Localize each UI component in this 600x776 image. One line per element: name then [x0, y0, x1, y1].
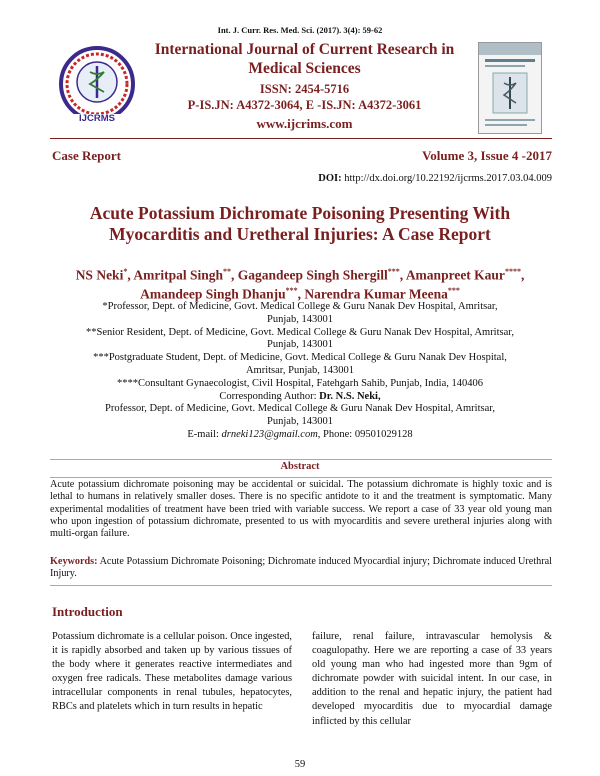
article-title-line2: Myocarditis and Uretheral Injuries: A Case Report [109, 224, 491, 244]
doi-link[interactable]: http://dx.doi.org/10.22192/ijcrms.2017.03.04.009 [344, 173, 552, 184]
running-header: Int. J. Curr. Res. Med. Sci. (2017). 3(4): 59-62 [217, 25, 383, 35]
author-name: Amanpreet Kaur [405, 267, 505, 283]
article-type: Case Report [52, 148, 121, 163]
affiliation-line: *Professor, Dept. of Medicine, Govt. Medical College & Guru Nanak Dev Hospital, Amritsar, [102, 301, 498, 312]
author-name: Narendra Kumar Meena [304, 286, 448, 302]
author-name: NS Neki [75, 267, 124, 283]
abstract-rule-mid [50, 477, 552, 478]
author-sup: ** [223, 267, 231, 276]
corresponding-name: Dr. N.S. Neki, [319, 390, 381, 402]
author-sup: * [123, 267, 128, 276]
abstract-body [50, 479, 552, 540]
corresponding-author [40, 391, 560, 404]
corresponding-address: Punjab, 143001 [267, 416, 333, 428]
keywords-label: Keywords: [50, 556, 98, 567]
affiliations [40, 301, 560, 442]
journal-logo [54, 44, 140, 134]
journal-cover-image [478, 42, 542, 134]
contact-line [40, 429, 560, 442]
email-link[interactable]: drneki123@gmail.com [221, 428, 318, 440]
doi-line [318, 173, 552, 184]
affiliation-line: ***Postgraduate Student, Dept. of Medicine, Govt. Medical College & Guru Nanak Dev Hospital, [93, 352, 507, 364]
abstract-heading: Abstract [280, 461, 320, 472]
affiliation-line: Punjab, 143001 [267, 339, 333, 351]
introduction-paragraph-left: Potassium dichromate is a cellular poison. Once ingested, it is rapidly absorbed and taken up by various tissues of the body where it generates reactive intermediates and oxygen free radicals. These metabolites damage various intracellular components in renal tubules, hepatocytes, RBCs and platelets which in turn results in hepatic [52, 631, 292, 713]
journal-name: International Journal of Current Research in Medical Sciences [154, 41, 455, 77]
affiliation-line: Amritsar, Punjab, 143001 [245, 364, 355, 376]
author-name: Amandeep Singh Dhanju [140, 286, 286, 302]
author-sup: *** [387, 267, 400, 276]
journal-print-issn: P-IS.JN: A4372-3064, E -IS.JN: A4372-3061 [187, 98, 422, 112]
phone: , Phone: 09501029128 [317, 428, 413, 440]
author-sup: *** [285, 286, 298, 295]
introduction-paragraph-right: failure, renal failure, intravascular hemolysis & coagulopathy. Here we are reporting a case of 33 years old young man who had ingested more than 9gm of dichromate powder with suicidal intent. In our case, in addition to the renal and hepatic injury, the patient had developed myocarditis due to myocardial damage inflicted by this cellular [312, 631, 552, 727]
article-title-line1: Acute Potassium Dichromate Poisoning Presenting With [89, 203, 511, 223]
journal-website[interactable]: www.ijcrims.com [256, 116, 353, 131]
introduction-heading: Introduction [52, 604, 123, 619]
keywords [50, 556, 552, 581]
author-list-line2: Amandeep Singh Dhanju***, Narendra Kumar Meena*** [140, 286, 460, 302]
email-label: E-mail: [187, 428, 219, 440]
author-sup: *** [447, 286, 460, 295]
author-list-line1: NS Neki*, Amritpal Singh**, Gagandeep Singh Shergill***, Amanpreet Kaur****, [75, 267, 525, 283]
introduction-left-column [52, 630, 292, 715]
corresponding-label: Corresponding Author: [219, 390, 317, 402]
affiliation-line: ****Consultant Gynaecologist, Civil Hospital, Fatehgarh Sahib, Punjab, India, 140406 [116, 377, 483, 389]
volume-issue: Volume 3, Issue 4 -2017 [422, 148, 552, 163]
author-sup: **** [504, 267, 521, 276]
journal-issn: ISSN: 2454-5716 [259, 82, 350, 96]
author-name: Gagandeep Singh Shergill [237, 267, 388, 283]
doi-label: DOI: [318, 173, 342, 184]
corresponding-address: Professor, Dept. of Medicine, Govt. Medical College & Guru Nanak Dev Hospital, Amritsar, [105, 403, 495, 415]
journal-logo-text: IJCRMS [79, 113, 115, 124]
author-name: Amritpal Singh [133, 267, 223, 283]
abstract-rule-bottom [50, 585, 552, 586]
affiliation-line: **Senior Resident, Dept. of Medicine, Govt. Medical College & Guru Nanak Dev Hospital, Amritsar, [86, 326, 514, 338]
introduction-right-column [312, 630, 552, 729]
abstract-text: Acute potassium dichromate poisoning may be accidental or suicidal. The potassium dichromate is highly toxic and is lethal to humans in relatively smaller doses. There is no specific antidote to it and the treatment is symptomatic. Many experimental modalities of treatment have been tried with variable success. We report a case of 33 year old young man who upon ingestion of potassium dichromate, presented to us with myocarditis and severe uretheral injuries along with multi-organ failure. [50, 479, 552, 540]
header-divider [50, 138, 552, 139]
page-number: 59 [294, 759, 306, 770]
abstract-rule-top [50, 459, 552, 460]
keywords-text: Acute Potassium Dichromate Poisoning; Dichromate induced Myocardial injury; Dichromate induced Urethral Injury. [50, 556, 552, 580]
affiliation-line: Punjab, 143001 [267, 313, 333, 325]
